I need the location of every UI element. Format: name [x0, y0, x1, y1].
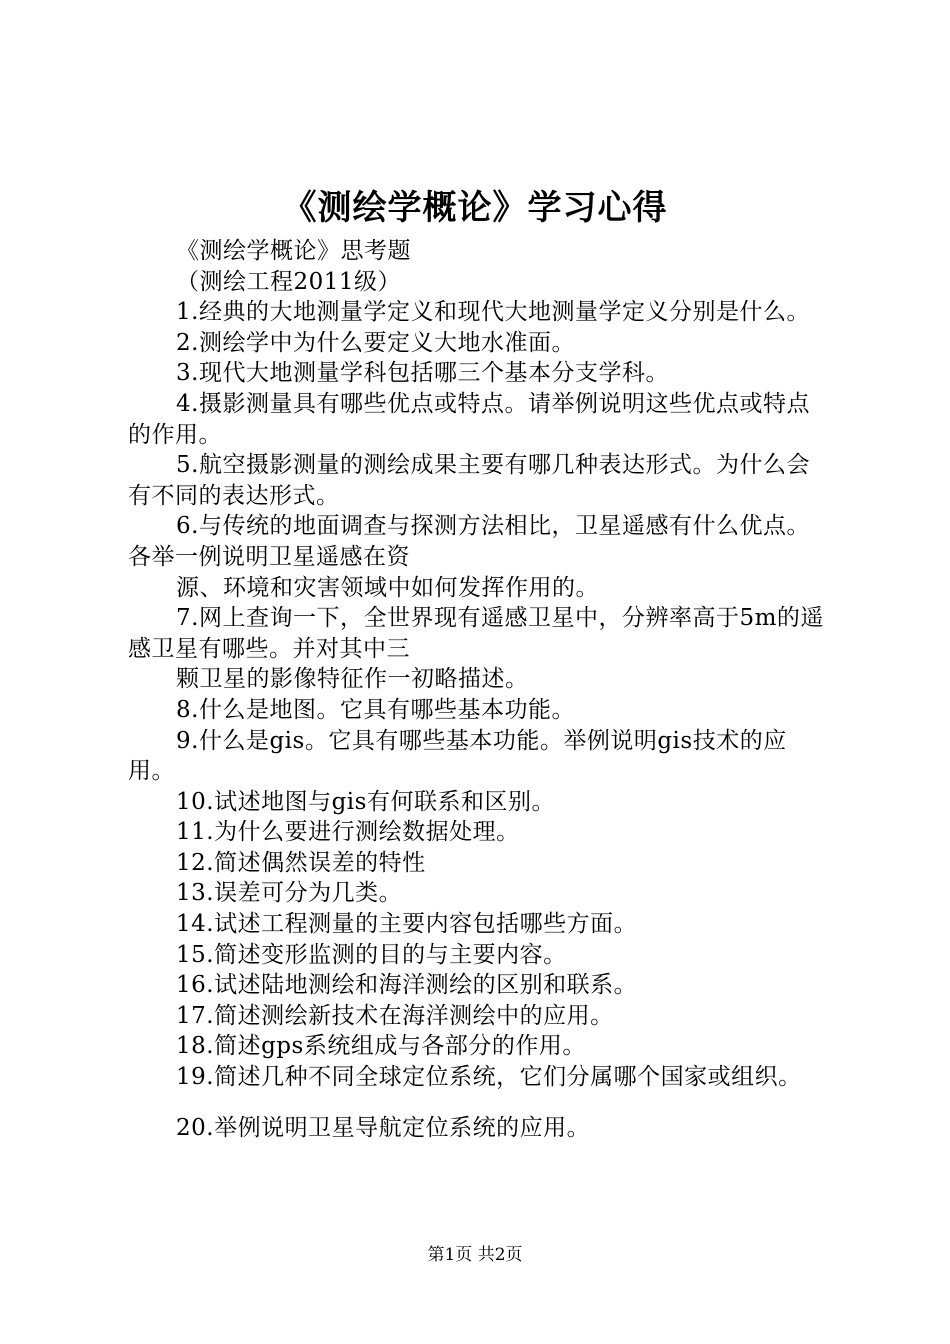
- question-12: 12.简述偶然误差的特性: [176, 849, 426, 876]
- question-16: 16.试述陆地测绘和海洋测绘的区别和联系。: [176, 972, 638, 999]
- document-body: [128, 236, 833, 1143]
- question-1: 1.经典的大地测量学定义和现代大地测量学定义分别是什么。: [176, 299, 810, 326]
- subtitle-paragraph: 《测绘学概论》思考题: [176, 238, 411, 264]
- question-15: 15.简述变形监测的目的与主要内容。: [176, 941, 567, 968]
- class-info-paragraph: （测绘工程2011级）: [176, 268, 402, 295]
- question-7: 7.网上查询一下，全世界现有遥感卫星中，分辨率高于5m的遥感卫星有哪些。并对其中三: [128, 605, 824, 662]
- question-7-continued: 颗卫星的影像特征作一初略描述。: [176, 666, 529, 693]
- question-18: 18.简述gps系统组成与各部分的作用。: [176, 1033, 586, 1060]
- question-4: 4.摄影测量具有哪些优点或特点。请举例说明这些优点或特点的作用。: [128, 390, 810, 448]
- question-10: 10.试述地图与gis有何联系和区别。: [176, 788, 555, 815]
- question-6: 6.与传统的地面调查与探测方法相比，卫星遥感有什么优点。各举一例说明卫星遥感在资: [128, 513, 810, 570]
- question-6-continued: 源、环境和灾害领域中如何发挥作用的。: [176, 574, 599, 601]
- question-19: 19.简述几种不同全球定位系统，它们分属哪个国家或组织。: [176, 1064, 802, 1091]
- page-footer: 第1页 共2页: [427, 1245, 523, 1265]
- question-8: 8.什么是地图。它具有哪些基本功能。: [176, 696, 575, 723]
- paragraph-spacer: [128, 1093, 833, 1113]
- question-13: 13.误差可分为几类。: [176, 880, 403, 907]
- question-17: 17.简述测绘新技术在海洋测绘中的应用。: [176, 1002, 614, 1029]
- question-2: 2.测绘学中为什么要定义大地水准面。: [176, 329, 575, 356]
- question-14: 14.试述工程测量的主要内容包括哪些方面。: [176, 911, 638, 938]
- question-9: 9.什么是gis。它具有哪些基本功能。举例说明gis技术的应用。: [128, 727, 787, 785]
- question-3: 3.现代大地测量学科包括哪三个基本分支学科。: [176, 360, 669, 387]
- question-5: 5.航空摄影测量的测绘成果主要有哪几种表达形式。为什么会有不同的表达形式。: [128, 452, 810, 509]
- question-20: 20.举例说明卫星导航定位系统的应用。: [176, 1114, 591, 1141]
- page-title: 《测绘学概论》学习心得: [282, 188, 668, 228]
- question-11: 11.为什么要进行测绘数据处理。: [176, 819, 520, 846]
